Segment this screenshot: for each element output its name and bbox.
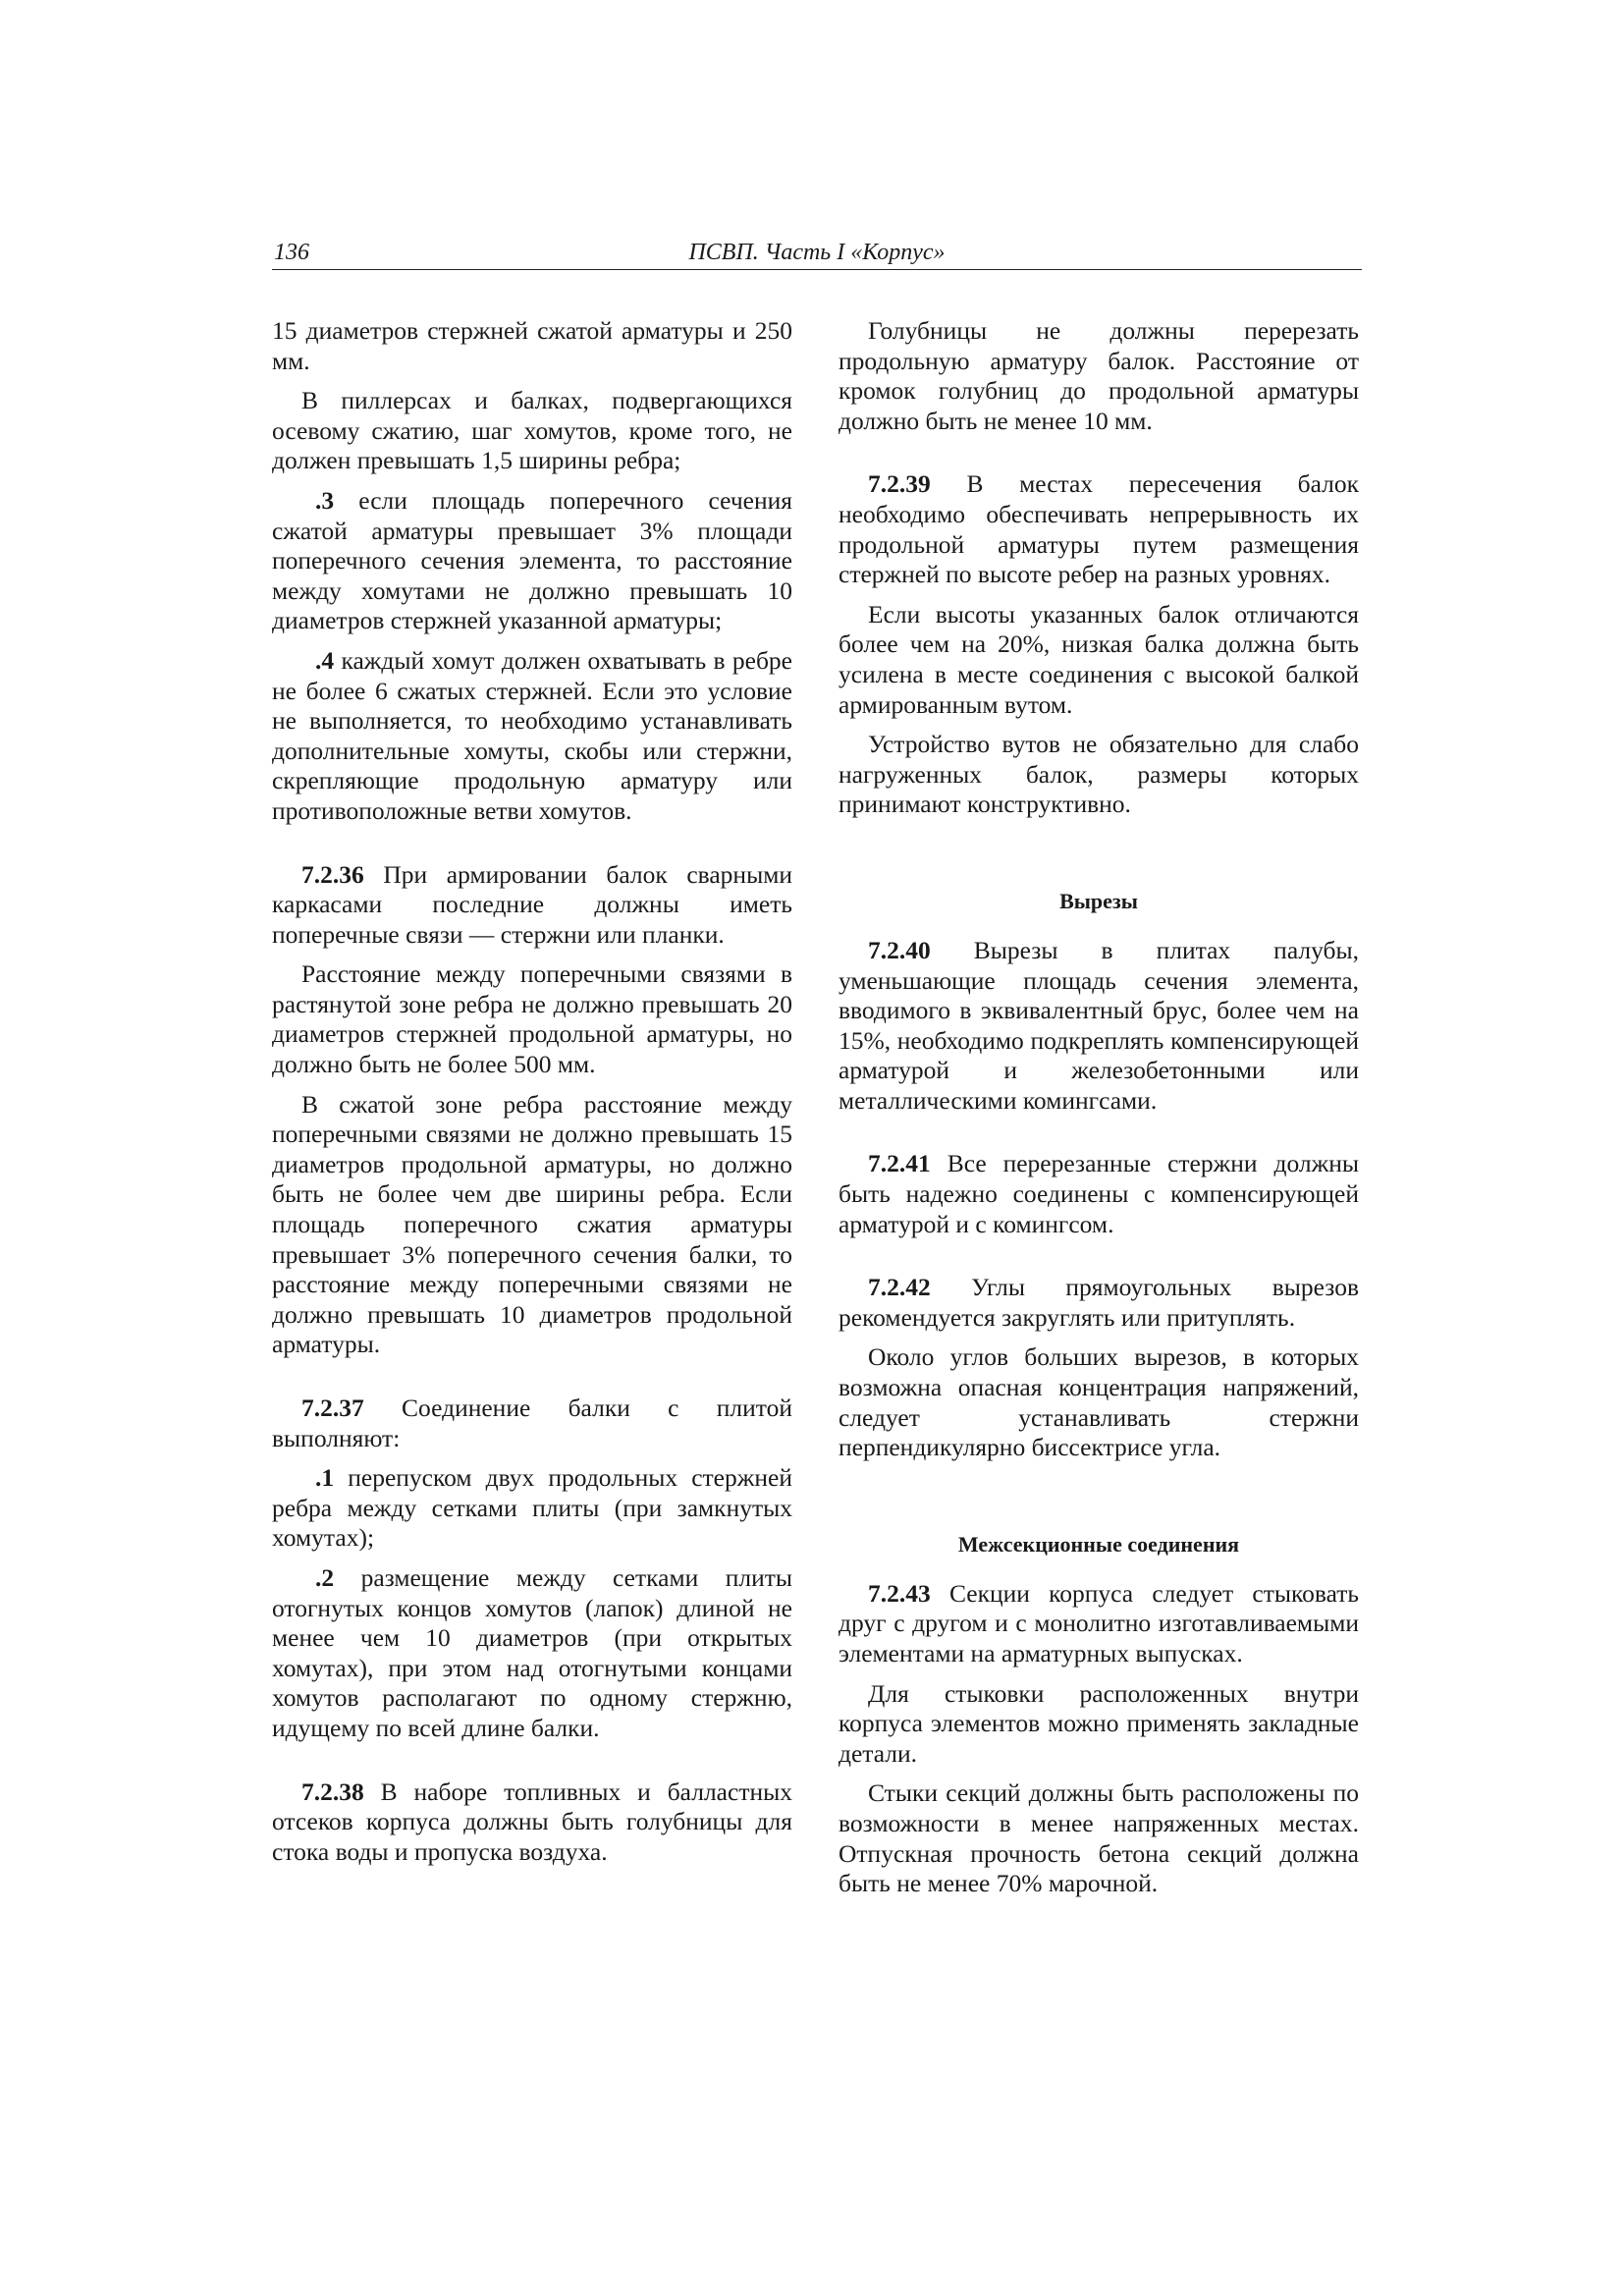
section-7-2-39 <box>839 469 1359 589</box>
item-number: .4 <box>315 645 335 675</box>
section-7-2-43 <box>839 1579 1359 1669</box>
section-text: Все перерезанные стержни должны быть надежно соединены с компенсирующей арматурой и с комингсом. <box>839 1149 1359 1238</box>
heading-joints: Межсекционные соединения <box>957 1531 1240 1557</box>
section-number: 7.2.36 <box>301 859 364 889</box>
section-7-2-42 <box>839 1273 1359 1333</box>
section-number: 7.2.39 <box>868 469 931 499</box>
item-number: .2 <box>315 1562 335 1592</box>
section-text: При армировании балок сварными каркасами последние должны иметь поперечные связи — стержни или планки. <box>272 859 792 949</box>
right-column <box>839 316 1359 1909</box>
section-number: 7.2.37 <box>301 1394 364 1422</box>
section-text: Углы прямоугольных вырезов рекомендуется закруглять или притуплять. <box>839 1273 1359 1332</box>
section-number: 7.2.40 <box>868 935 931 964</box>
paragraph: Если высоты указанных балок отличаются более чем на 20%, низкая балка должна быть усилена в месте соединения с высокой балкой армированным вутом. <box>839 599 1359 719</box>
list-item <box>272 1563 792 1744</box>
section-7-2-41 <box>839 1149 1359 1239</box>
paragraph: Расстояние между поперечными связями в растянутой зоне ребра не должно превышать 20 диаметров стержней продольной арматуры, но должно быть не более 500 мм. <box>272 959 792 1079</box>
list-item <box>272 1463 792 1554</box>
section-text: Вырезы в плитах палубы, уменьшающие площадь сечения элемента, вводимого в эквивалентный брус, более чем на 15%, необходимо подкреплять компенсирующей арматурой и железобетонными или металлическими комингсами. <box>839 935 1359 1115</box>
section-text: Секции корпуса следует стыковать друг с другом и с монолитно изготавливаемыми элементами на арматурных выпусках. <box>839 1578 1359 1667</box>
paragraph: В пиллерсах и балках, подвергающихся осевому сжатию, шаг хомутов, кроме того, не должен превышать 1,5 ширины ребра; <box>272 386 792 475</box>
item-text: каждый хомут должен охватывать в ребре не более 6 сжатых стержней. Если это условие не выполняется, то необходимо устанавливать дополнительные хомуты, скобы или стержни, скрепляющие продольную арматуру или противоположные ветви хомутов. <box>272 645 792 825</box>
running-title: ПСВП. Часть I «Корпус» <box>688 240 946 265</box>
section-text: Соединение балки с плитой выполняют: <box>272 1394 792 1452</box>
list-item <box>272 486 792 636</box>
section-number: 7.2.43 <box>868 1578 931 1608</box>
page-header <box>272 240 1362 270</box>
section-7-2-38 <box>272 1777 792 1868</box>
paragraph: Стыки секций должны быть расположены по возможности в менее напряженных местах. Отпускная прочность бетона секций должна быть не менее 70% марочной. <box>839 1778 1359 1898</box>
section-number: 7.2.41 <box>868 1149 931 1178</box>
item-text: перепуском двух продольных стержней ребра между сетками плиты (при замкнутых хомутах); <box>272 1463 792 1553</box>
item-number: .1 <box>315 1463 335 1493</box>
section-7-2-40 <box>839 936 1359 1117</box>
section-text: В наборе топливных и балластных отсеков корпуса должны быть голубницы для стока воды и пропуска воздуха. <box>272 1777 792 1866</box>
section-number: 7.2.42 <box>868 1273 931 1302</box>
left-column <box>272 316 792 1877</box>
paragraph: Устройство вутов не обязательно для слабо нагруженных балок, размеры которых принимают конструктивно. <box>839 730 1359 819</box>
list-item <box>272 646 792 827</box>
paragraph: В сжатой зоне ребра расстояние между поперечными связями не должно превышать 15 диаметров продольной арматуры, но должно быть не более чем две ширины ребра. Если площадь поперечного сжатия арматуры превышает 3% поперечного сечения балки, то расстояние между поперечными связями не должно превышать 10 диаметров продольной арматуры. <box>272 1089 792 1359</box>
section-7-2-37 <box>272 1394 792 1453</box>
item-text: если площадь поперечного сечения сжатой арматуры превышает 3% площади поперечного сечения элемента, то расстояние между хомутами не должно превышать 10 диаметров стержней указанной арматуры; <box>272 485 792 635</box>
section-number: 7.2.38 <box>301 1777 364 1806</box>
section-text: В местах пересечения балок необходимо обеспечивать непрерывность их продольной арматуры путем размещения стержней по высоте ребер на разных уровнях. <box>839 469 1359 589</box>
paragraph: Около углов больших вырезов, в которых возможна опасная концентрация напряжений, следует устанавливать стержни перпендикулярно биссектрисе угла. <box>839 1342 1359 1462</box>
section-7-2-36 <box>272 860 792 951</box>
paragraph: Голубницы не должны перерезать продольную арматуру балок. Расстояние от кромок голубниц до продольной арматуры должно быть не менее 10 мм. <box>839 316 1359 435</box>
paragraph: 15 диаметров стержней сжатой арматуры и 250 мм. <box>272 316 792 375</box>
page-number: 136 <box>274 240 309 265</box>
paragraph: Для стыковки расположенных внутри корпуса элементов можно применять закладные детали. <box>839 1678 1359 1768</box>
heading-cutouts: Вырезы <box>1059 888 1138 913</box>
item-text: размещение между сетками плиты отогнутых концов хомутов (лапок) длиной не менее чем 10 диаметров (при открытых хомутах), при этом над отогнутыми концами хомутов располагают по одному стержню, идущему по всей длине балки. <box>272 1562 792 1742</box>
item-number: .3 <box>315 485 335 515</box>
